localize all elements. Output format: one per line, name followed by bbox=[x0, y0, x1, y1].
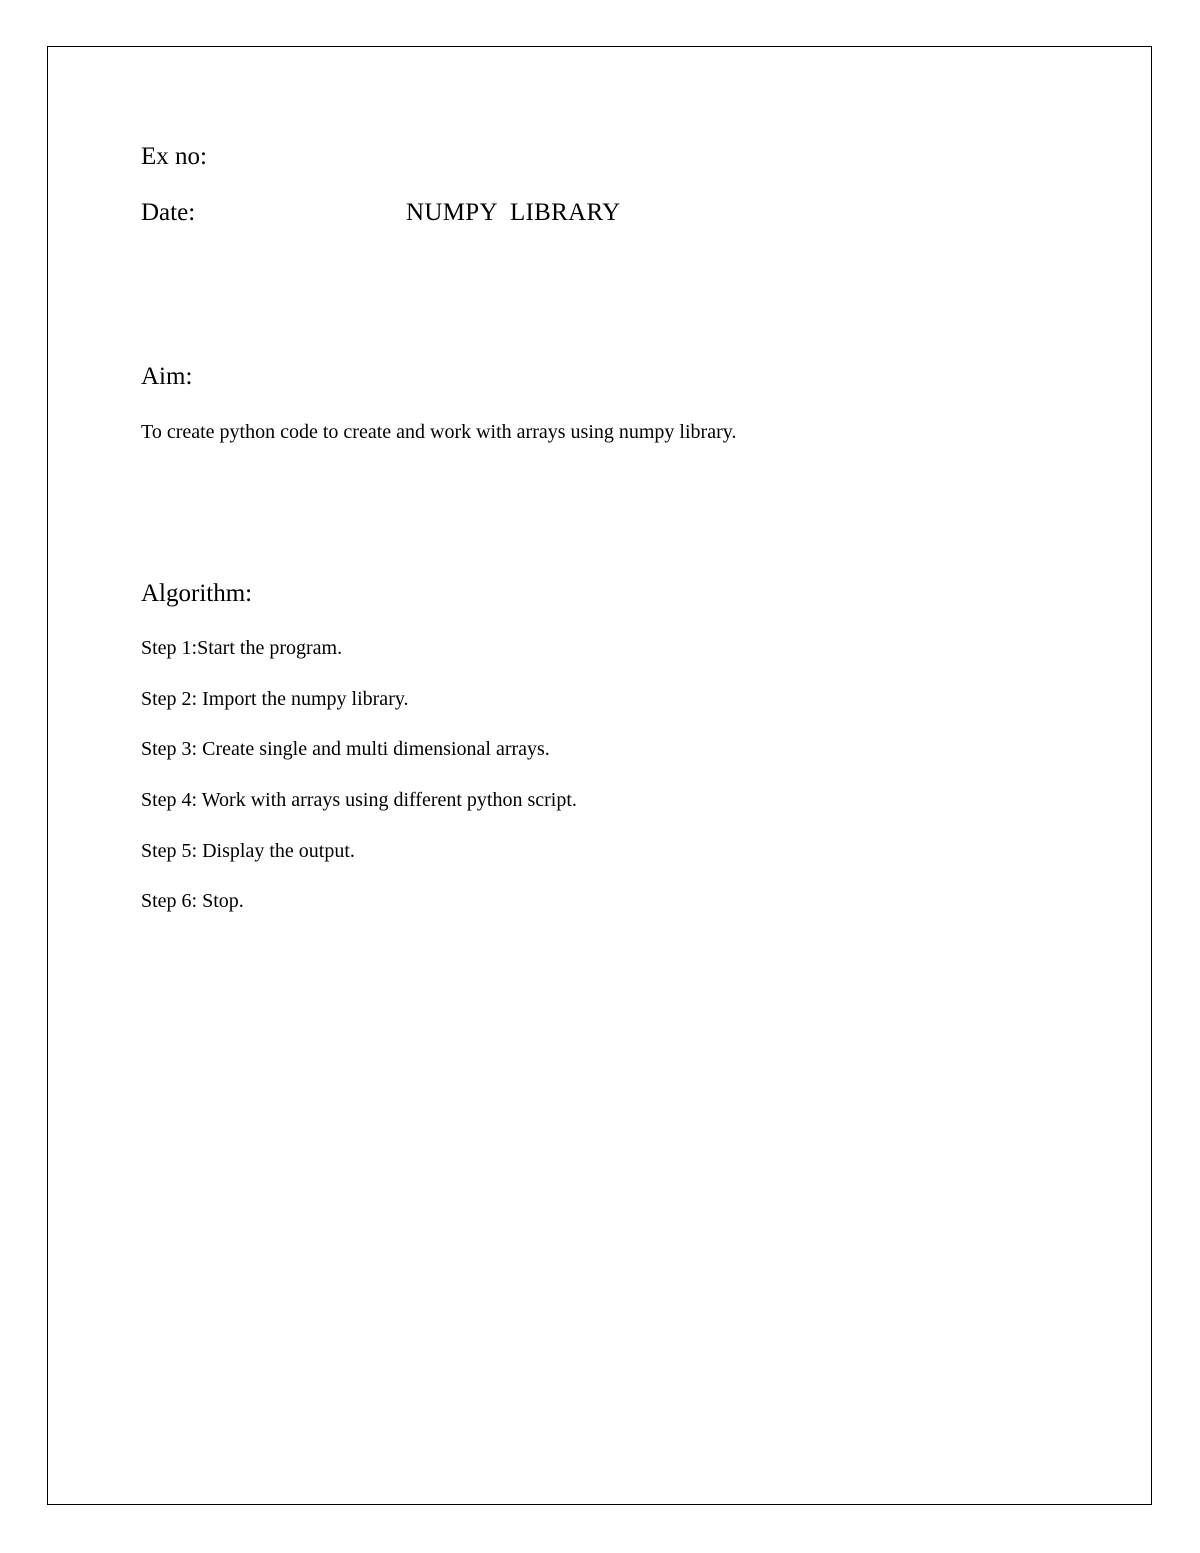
page-title: NUMPY LIBRARY bbox=[406, 199, 621, 226]
algorithm-step: Step 1:Start the program. bbox=[141, 637, 343, 659]
page-border bbox=[47, 46, 1152, 1505]
algorithm-step: Step 4: Work with arrays using different python script. bbox=[141, 789, 577, 811]
aim-heading: Aim: bbox=[141, 363, 193, 390]
algorithm-step: Step 2: Import the numpy library. bbox=[141, 688, 409, 710]
algorithm-step: Step 6: Stop. bbox=[141, 890, 244, 912]
ex-no-label: Ex no: bbox=[141, 143, 207, 170]
algorithm-step: Step 3: Create single and multi dimensional arrays. bbox=[141, 738, 550, 760]
date-label: Date: bbox=[141, 199, 196, 226]
aim-text: To create python code to create and work with arrays using numpy library. bbox=[141, 421, 737, 443]
algorithm-step: Step 5: Display the output. bbox=[141, 840, 355, 862]
algorithm-heading: Algorithm: bbox=[141, 580, 253, 607]
